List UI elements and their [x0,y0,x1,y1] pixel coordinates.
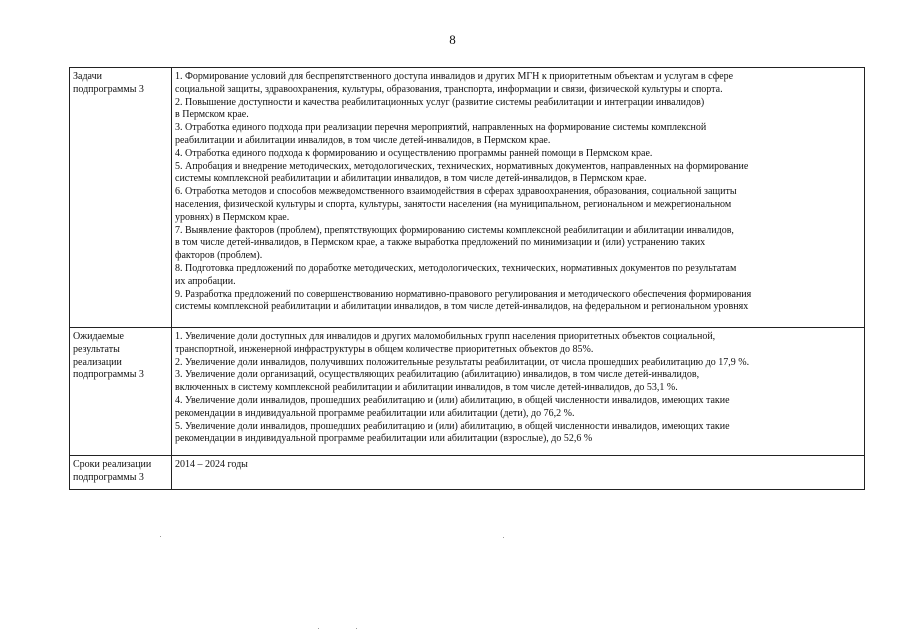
tasks-label-line: подпрограммы 3 [73,83,144,95]
tasks-text-line: системы комплексной реабилитации и абилитации инвалидов, в том числе детей-инвалидов, в Пермском крае. [175,173,647,185]
tasks-label-line: Задачи [73,71,102,82]
scan-speck [160,536,161,537]
tasks-text-line: 6. Отработка методов и способов межведомственного взаимодействия в сферах здравоохранения, образования, социальной защиты [175,186,737,198]
results-label-cell [70,328,172,456]
terms-label-line: подпрограммы 3 [73,471,144,483]
results-text-line: рекомендации в индивидуальной программе реабилитации или абилитации (взрослые), до 52,6 % [175,433,593,445]
scan-speck [318,628,319,629]
table-row-tasks [70,68,865,328]
tasks-label-cell [70,68,172,328]
tasks-content-cell [172,68,865,328]
results-label-line: результаты [73,343,120,355]
terms-content-cell [172,456,865,490]
tasks-text-line: 7. Выявление факторов (проблем), препятствующих формированию системы комплексной реабилитации и абилитации инвалидов, [175,224,734,236]
results-text-line: включенных в систему комплексной реабилитации и абилитации инвалидов, в том числе детей-инвалидов, до 53,1 %. [175,382,678,394]
results-label-line: реализации [73,356,122,368]
subprogram-passport-table [69,67,865,490]
results-text-line: 2. Увеличение доли инвалидов, получивших положительные результаты реабилитации, от числа прошедших реабилитацию до 17,9 %. [175,356,750,368]
terms-label-cell [70,456,172,490]
results-text-line: 3. Увеличение доли организаций, осуществляющих реабилитацию (абилитацию) инвалидов, в том числе детей-инвалидов, [175,369,700,381]
results-text-line: 4. Увеличение доли инвалидов, прошедших реабилитацию и (или) абилитацию, в общей численности инвалидов, имеющих такие [175,394,730,406]
tasks-text-line: их апробации. [175,275,236,287]
tasks-text-line: 2. Повышение доступности и качества реабилитационных услуг (развитие системы реабилитации и интеграции инвалидов) [175,96,705,108]
tasks-text-line: 1. Формирование условий для беспрепятственного доступа инвалидов и других МГН к приоритетным объектам и услугам в сфере [175,71,734,82]
results-content-cell [172,328,865,456]
table-row-terms [70,456,865,490]
tasks-text-line: 8. Подготовка предложений по доработке методических, методологических, технических, нормативных документов по результатам [175,262,737,274]
results-label-line: подпрограммы 3 [73,369,144,381]
terms-label-line: Сроки реализации [73,459,152,470]
tasks-text-line: уровнях) в Пермском крае. [175,211,290,223]
tasks-text-line: 9. Разработка предложений по совершенствованию нормативно-правового регулирования и методического обеспечения формирования [175,288,752,300]
scan-speck [356,628,357,629]
results-text-line: 1. Увеличение доли доступных для инвалидов и других маломобильных групп населения приоритетных объектов социальной, [175,331,716,342]
results-text-line: 5. Увеличение доли инвалидов, прошедших реабилитацию и (или) абилитацию, в общей численности инвалидов, имеющих такие [175,420,730,432]
tasks-text-line: в Пермском крае. [175,109,249,121]
results-text-line: транспортной, инженерной инфраструктуры в общем количестве приоритетных объектов до 85%. [175,343,594,355]
results-label-line: Ожидаемые [73,331,124,342]
tasks-text-line: системы комплексной реабилитации и абилитации инвалидов, в том числе детей-инвалидов, на федеральном и региональном уровнях [175,301,749,313]
results-text-line: рекомендации в индивидуальной программе реабилитации или абилитации (дети), до 76,2 %. [175,407,575,419]
tasks-text-line: в том числе детей-инвалидов, в Пермском крае, а также выработка предложений по минимизации и (или) устранению таких [175,237,706,249]
tasks-text-line: 3. Отработка единого подхода при реализации перечня мероприятий, направленных на формирование системы комплексной [175,122,707,134]
tasks-text-line: реабилитации и абилитации инвалидов, в том числе детей-инвалидов, в Пермском крае. [175,134,551,146]
tasks-text-line: факторов (проблем). [175,250,263,262]
terms-text-line: 2014 – 2024 годы [175,459,248,470]
tasks-text-line: социальной защиты, здравоохранения, культуры, образования, транспорта, информации и связи, физической культуры и спорта. [175,83,723,95]
tasks-text-line: 4. Отработка единого подхода к формированию и осуществлению программы ранней помощи в Пермском крае. [175,147,653,159]
page-number: 8 [449,32,456,47]
tasks-text-line: 5. Апробация и внедрение методических, методологических, технических, нормативных документов, направленных на формирование [175,160,749,172]
table-row-expected-results [70,328,865,456]
tasks-text-line: населения, физической культуры и спорта, культуры, занятости населения (на муниципальном, региональном и межрегиональном [175,198,732,210]
scan-speck [503,537,504,538]
